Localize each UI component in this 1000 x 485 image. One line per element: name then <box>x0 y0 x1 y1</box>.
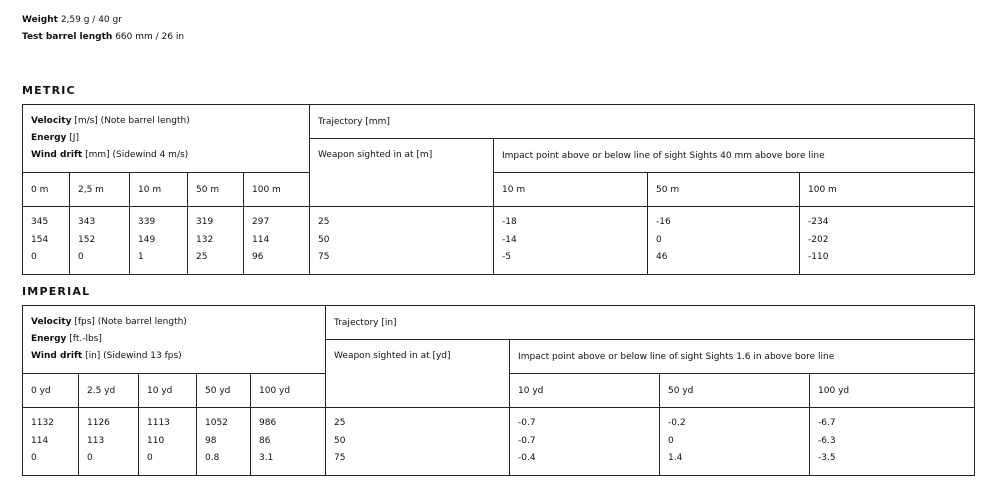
imperial-traj-dist-1: 50 yd <box>660 374 810 408</box>
imperial-velocity-value: 1052 <box>205 418 228 429</box>
barrel-value: 660 mm / 26 in <box>115 32 185 42</box>
metric-trajectory-header: Trajectory [mm] <box>310 105 975 139</box>
metric-wind-value: 0 <box>31 252 37 263</box>
metric-sighted-values <box>310 207 494 275</box>
imperial-velocity-value: 1113 <box>147 418 170 429</box>
imperial-traj-col-1 <box>660 408 810 476</box>
imperial-values-row <box>23 408 975 476</box>
imperial-energy-value: 86 <box>259 435 271 446</box>
metric-velocity-value: 345 <box>31 217 49 228</box>
imperial-velocity-label: Velocity <box>31 317 72 327</box>
metric-energy-value: 154 <box>31 234 49 245</box>
metric-sighted-value: 50 <box>318 234 330 245</box>
metric-col-1 <box>70 207 130 275</box>
metric-energy-note: [J] <box>69 133 79 143</box>
imperial-traj-value: -0.4 <box>518 453 536 464</box>
metric-dist-0: 0 m <box>23 173 70 207</box>
metric-traj-value: -202 <box>808 234 829 245</box>
metric-traj-dist-2: 100 m <box>800 173 975 207</box>
imperial-wind-value: 0 <box>31 453 37 464</box>
imperial-velocity-value: 986 <box>259 418 277 429</box>
metric-sighted-value: 75 <box>318 252 330 263</box>
metric-velocity-value: 343 <box>78 217 96 228</box>
imperial-traj-value: -0.2 <box>668 418 686 429</box>
barrel-line <box>22 29 184 46</box>
metric-traj-value: -16 <box>656 217 671 228</box>
metric-traj-value: 0 <box>656 234 662 245</box>
metric-energy-value: 149 <box>138 234 156 245</box>
metric-impact-header: Impact point above or below line of sight Sights 40 mm above bore line <box>494 139 975 173</box>
imperial-dist-0: 0 yd <box>23 374 79 408</box>
metric-table <box>22 104 975 275</box>
imperial-dist-3: 50 yd <box>197 374 251 408</box>
metric-sighted-value: 25 <box>318 217 330 228</box>
metric-title: METRIC <box>22 84 76 97</box>
metric-velocity-value: 319 <box>196 217 214 228</box>
imperial-legend-cell <box>23 306 326 374</box>
imperial-traj-value: -0.7 <box>518 435 536 446</box>
metric-wind-value: 25 <box>196 252 208 263</box>
imperial-traj-dist-0: 10 yd <box>510 374 660 408</box>
metric-dist-2: 10 m <box>130 173 188 207</box>
imperial-traj-value: -3.5 <box>818 453 836 464</box>
metric-velocity-value: 339 <box>138 217 156 228</box>
metric-traj-value: -14 <box>502 234 517 245</box>
imperial-col-1 <box>79 408 139 476</box>
imperial-trajectory-header: Trajectory [in] <box>326 306 975 340</box>
imperial-table <box>22 305 975 476</box>
imperial-energy-value: 98 <box>205 435 217 446</box>
metric-energy-value: 132 <box>196 234 214 245</box>
imperial-traj-value: -6.3 <box>818 435 836 446</box>
imperial-sighted-value: 50 <box>334 435 346 446</box>
metric-wind-value: 1 <box>138 252 144 263</box>
imperial-traj-col-0 <box>510 408 660 476</box>
metric-dist-3: 50 m <box>188 173 244 207</box>
imperial-dist-4: 100 yd <box>251 374 326 408</box>
metric-velocity-note: [m/s] (Note barrel length) <box>74 116 190 126</box>
weight-value: 2,59 g / 40 gr <box>60 15 122 25</box>
metric-traj-col-2 <box>800 207 975 275</box>
metric-legend-cell <box>23 105 310 173</box>
metric-wind-value: 0 <box>78 252 84 263</box>
imperial-col-4 <box>251 408 326 476</box>
imperial-traj-dist-2: 100 yd <box>810 374 975 408</box>
metric-col-2 <box>130 207 188 275</box>
imperial-velocity-value: 1126 <box>87 418 110 429</box>
imperial-velocity-value: 1132 <box>31 418 54 429</box>
imperial-traj-value: -6.7 <box>818 418 836 429</box>
ammo-specs <box>22 12 184 46</box>
metric-traj-col-0 <box>494 207 648 275</box>
metric-col-3 <box>188 207 244 275</box>
metric-dist-1: 2,5 m <box>70 173 130 207</box>
imperial-energy-value: 110 <box>147 435 165 446</box>
metric-traj-value: 46 <box>656 252 668 263</box>
metric-traj-dist-1: 50 m <box>648 173 800 207</box>
imperial-title: IMPERIAL <box>22 285 91 298</box>
metric-traj-col-1 <box>648 207 800 275</box>
metric-wind-note: [mm] (Sidewind 4 m/s) <box>85 150 189 160</box>
metric-col-4 <box>244 207 310 275</box>
imperial-sighted-value: 25 <box>334 418 346 429</box>
imperial-wind-value: 3.1 <box>259 453 274 464</box>
barrel-label: Test barrel length <box>22 32 113 42</box>
metric-velocity-value: 297 <box>252 217 270 228</box>
imperial-dist-1: 2.5 yd <box>79 374 139 408</box>
imperial-impact-header: Impact point above or below line of sight Sights 1.6 in above bore line <box>510 340 975 374</box>
metric-wind-label: Wind drift <box>31 150 83 160</box>
imperial-sighted-header: Weapon sighted in at [yd] <box>326 340 510 408</box>
metric-traj-value: -18 <box>502 217 517 228</box>
imperial-sighted-values <box>326 408 510 476</box>
imperial-traj-col-2 <box>810 408 975 476</box>
imperial-energy-label: Energy <box>31 334 67 344</box>
imperial-col-0 <box>23 408 79 476</box>
metric-traj-value: -5 <box>502 252 511 263</box>
weight-label: Weight <box>22 15 58 25</box>
metric-traj-dist-0: 10 m <box>494 173 648 207</box>
weight-line <box>22 12 184 29</box>
metric-dist-4: 100 m <box>244 173 310 207</box>
imperial-energy-value: 114 <box>31 435 49 446</box>
metric-velocity-label: Velocity <box>31 116 72 126</box>
imperial-wind-note: [in] (Sidewind 13 fps) <box>85 351 182 361</box>
metric-sighted-header: Weapon sighted in at [m] <box>310 139 494 207</box>
imperial-wind-label: Wind drift <box>31 351 83 361</box>
imperial-traj-value: 1.4 <box>668 453 683 464</box>
imperial-energy-note: [ft.-lbs] <box>69 334 102 344</box>
imperial-dist-2: 10 yd <box>139 374 197 408</box>
imperial-traj-value: 0 <box>668 435 674 446</box>
imperial-col-3 <box>197 408 251 476</box>
imperial-col-2 <box>139 408 197 476</box>
metric-energy-value: 114 <box>252 234 270 245</box>
metric-col-0 <box>23 207 70 275</box>
imperial-traj-value: -0.7 <box>518 418 536 429</box>
imperial-wind-value: 0 <box>87 453 93 464</box>
imperial-sighted-value: 75 <box>334 453 346 464</box>
imperial-velocity-note: [fps] (Note barrel length) <box>74 317 187 327</box>
metric-wind-value: 96 <box>252 252 264 263</box>
metric-energy-label: Energy <box>31 133 67 143</box>
imperial-wind-value: 0 <box>147 453 153 464</box>
imperial-wind-value: 0.8 <box>205 453 220 464</box>
metric-traj-value: -234 <box>808 217 829 228</box>
metric-traj-value: -110 <box>808 252 829 263</box>
metric-values-row <box>23 207 975 275</box>
metric-energy-value: 152 <box>78 234 96 245</box>
imperial-energy-value: 113 <box>87 435 105 446</box>
